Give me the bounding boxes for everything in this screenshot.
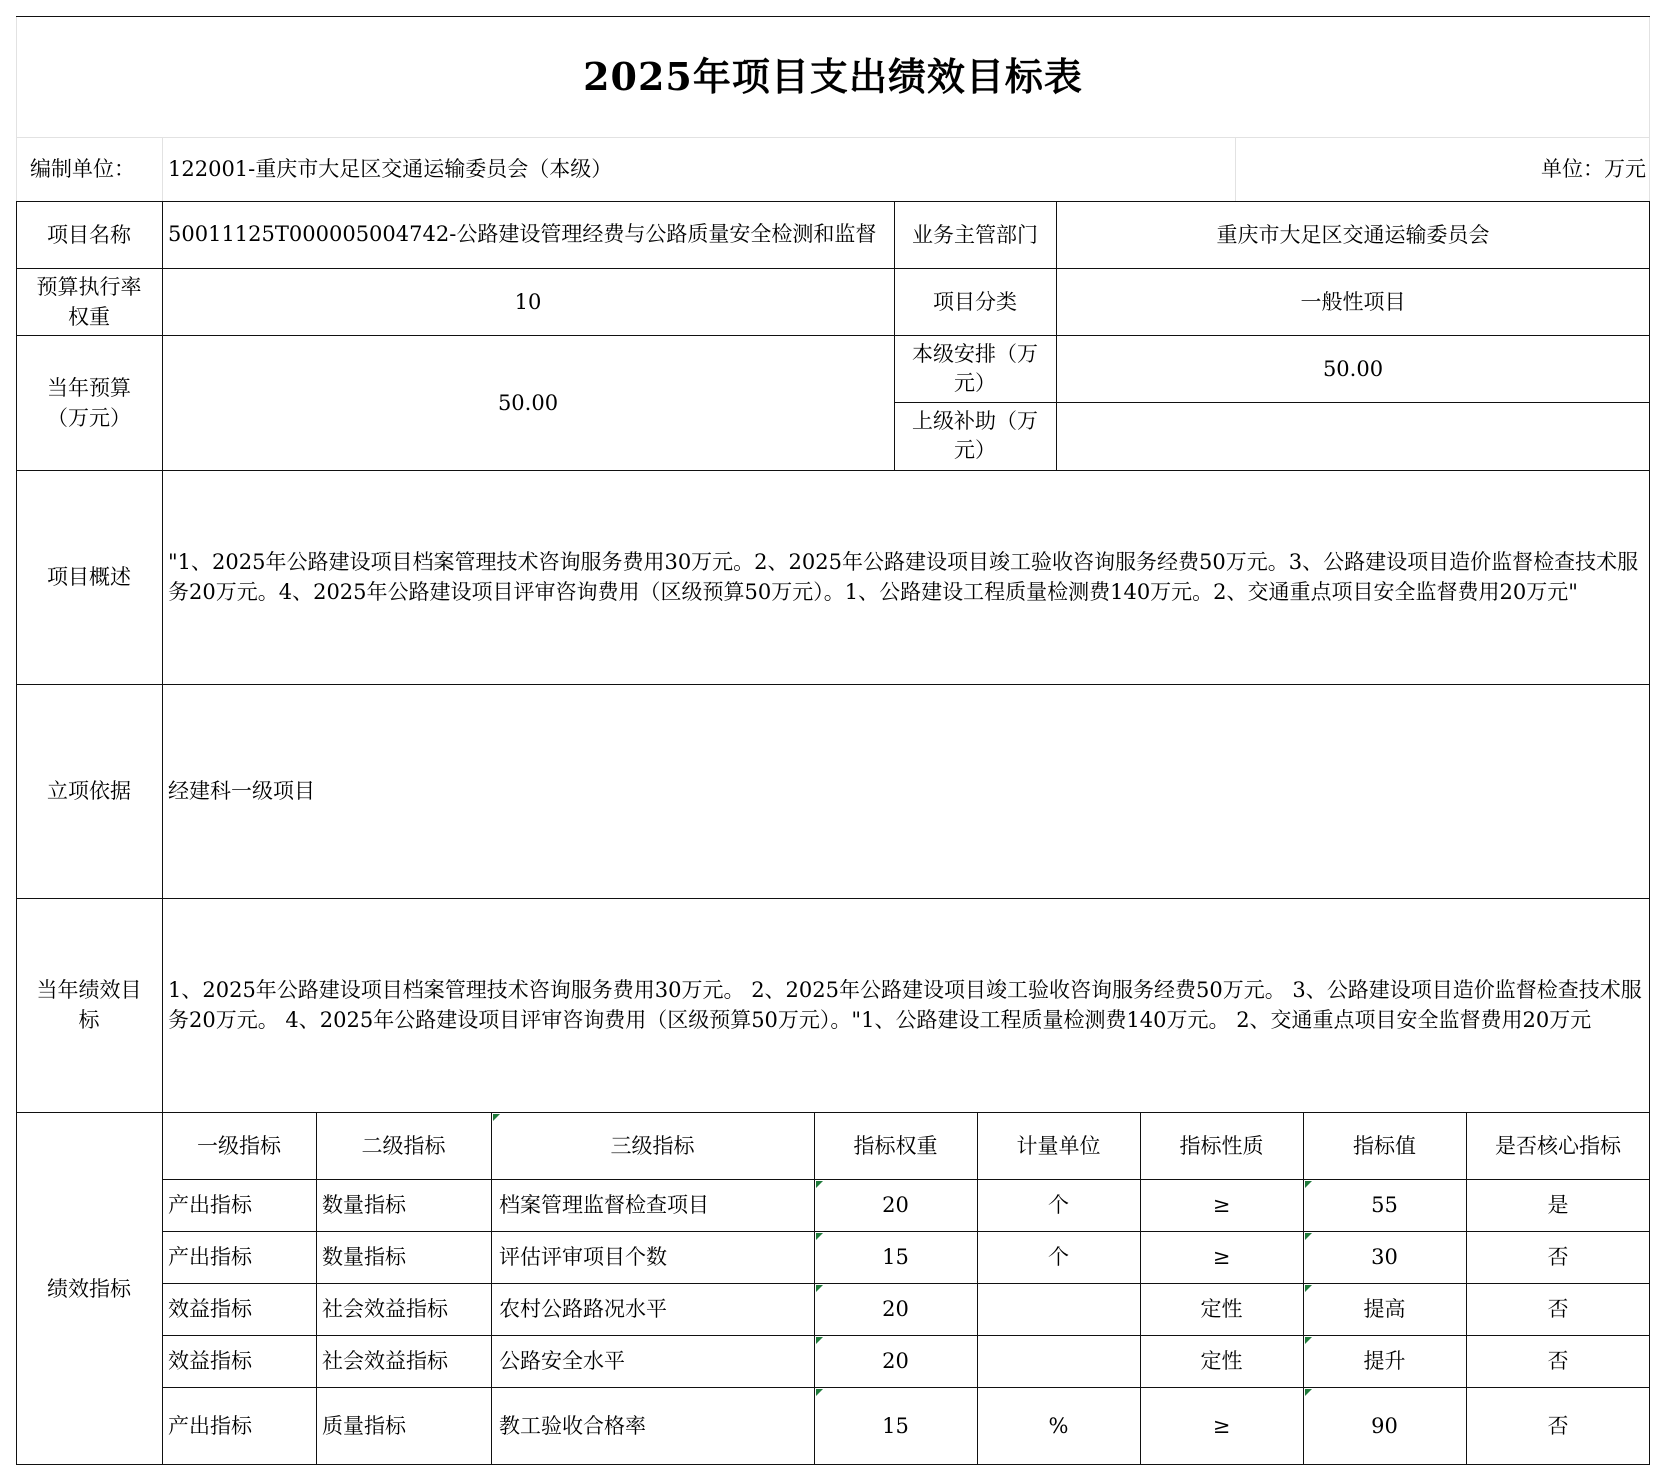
indicator-cell-weight: 20 xyxy=(882,1297,909,1321)
indicator-cell-value: 提高 xyxy=(1363,1297,1406,1321)
category-label: 项目分类 xyxy=(933,289,1017,314)
column-header-level2: 二级指标 xyxy=(361,1133,446,1158)
border-line xyxy=(316,1112,317,1465)
indicator-cell-value: 30 xyxy=(1371,1245,1398,1269)
indicator-cell-core: 否 xyxy=(1547,1297,1569,1321)
subsidy-label: 上级补助（万元） xyxy=(912,409,1038,462)
weight-value: 10 xyxy=(514,289,542,314)
indicator-cell-nature: 定性 xyxy=(1200,1349,1243,1373)
indicator-cell-unit xyxy=(977,1335,1140,1387)
unit-value: 122001-重庆市大足区交通运输委员会（本级） xyxy=(168,157,613,181)
column-header-weight: 指标权重 xyxy=(853,1133,938,1158)
column-header-unit: 计量单位 xyxy=(1016,1133,1101,1158)
cell-marker-icon xyxy=(816,1389,823,1396)
border-line xyxy=(1303,1112,1304,1465)
cell-marker-icon xyxy=(1305,1285,1312,1292)
border-line xyxy=(1649,201,1650,1465)
project-name-label: 项目名称 xyxy=(47,222,131,247)
goal-label: 当年绩效目标 xyxy=(36,978,142,1032)
indicator-cell-level3: 档案管理监督检查项目 xyxy=(499,1193,709,1217)
indicator-cell-nature: ≥ xyxy=(1212,1245,1231,1269)
indicator-cell-level2: 数量指标 xyxy=(322,1245,406,1269)
cell-marker-icon xyxy=(816,1233,823,1240)
border-line xyxy=(814,1112,815,1465)
column-header-nature: 指标性质 xyxy=(1179,1133,1264,1158)
border-line xyxy=(16,470,1650,471)
border-line xyxy=(16,1464,1650,1465)
indicator-cell-level1: 效益指标 xyxy=(168,1297,252,1321)
budget-label: 当年预算（万元） xyxy=(47,375,131,430)
border-line xyxy=(491,1112,492,1465)
border-line xyxy=(16,201,1650,202)
border-line xyxy=(977,1112,978,1465)
indicator-cell-value: 55 xyxy=(1371,1193,1398,1217)
indicator-cell-level1: 效益指标 xyxy=(168,1349,252,1373)
indicator-cell-nature: ≥ xyxy=(1212,1413,1231,1438)
cell-marker-icon xyxy=(1305,1389,1312,1396)
border-line xyxy=(16,201,17,1465)
indicator-cell-level3: 农村公路路况水平 xyxy=(499,1297,667,1321)
weight-label: 预算执行率权重 xyxy=(36,274,142,329)
indicator-cell-level1: 产出指标 xyxy=(168,1245,252,1269)
indicator-cell-level3: 教工验收合格率 xyxy=(499,1413,646,1438)
indicator-cell-weight: 15 xyxy=(882,1413,909,1438)
column-header-core: 是否核心指标 xyxy=(1495,1133,1621,1158)
border-line xyxy=(1056,201,1057,470)
border-line xyxy=(16,1112,1650,1113)
cell-marker-icon xyxy=(816,1285,823,1292)
border-line xyxy=(894,201,895,470)
border-line xyxy=(16,335,1650,336)
indicator-cell-level3: 评估评审项目个数 xyxy=(499,1245,667,1269)
indicator-cell-core: 是 xyxy=(1547,1193,1569,1217)
cell-marker-icon xyxy=(1305,1337,1312,1344)
column-header-level1: 一级指标 xyxy=(197,1133,281,1158)
indicator-cell-unit: 个 xyxy=(1048,1193,1069,1217)
indicator-cell-level3: 公路安全水平 xyxy=(499,1349,625,1373)
project-name-value: 50011125T000005004742-公路建设管理经费与公路质量安全检测和监督 xyxy=(168,222,877,246)
budget-value: 50.00 xyxy=(497,390,559,415)
indicator-cell-level2: 社会效益指标 xyxy=(322,1297,448,1321)
page-title: 2025年项目支出绩效目标表 xyxy=(583,53,1083,99)
indicator-cell-core: 否 xyxy=(1547,1349,1569,1373)
local-allocation-label: 本级安排（万元） xyxy=(912,341,1038,395)
border-line xyxy=(162,201,163,1465)
dept-value: 重庆市大足区交通运输委员会 xyxy=(1216,222,1490,247)
overview-text: "1、2025年公路建设项目档案管理技术咨询服务费用30万元。2、2025年公路建设项目竣工验收咨询服务经费50万元。3、公路建设项目造价监督检查技术服务20万元。4、2025年公路建设项目评审咨询费用（区级预算50万元）。1、公路建设工程质量检测费140万元。2、交通重点项目安全监督费用20万元" xyxy=(168,550,1639,604)
border-line xyxy=(16,684,1650,685)
indicator-cell-level2: 社会效益指标 xyxy=(322,1349,448,1373)
cell-marker-icon xyxy=(816,1337,823,1344)
indicator-cell-nature: 定性 xyxy=(1200,1297,1243,1321)
dept-label: 业务主管部门 xyxy=(912,222,1038,247)
performance-target-sheet xyxy=(16,16,1650,1465)
cell-marker-icon xyxy=(493,1114,500,1121)
border-line xyxy=(16,268,1650,269)
column-header-value: 指标值 xyxy=(1353,1133,1416,1158)
indicator-cell-weight: 20 xyxy=(882,1349,909,1373)
indicator-cell-weight: 15 xyxy=(882,1245,909,1269)
indicator-cell-unit: 个 xyxy=(1048,1245,1069,1269)
indicators-label: 绩效指标 xyxy=(47,1276,131,1301)
border-line xyxy=(16,16,1650,17)
indicator-cell-level1: 产出指标 xyxy=(168,1193,252,1217)
column-header-level3: 三级指标 xyxy=(610,1133,695,1158)
indicator-cell-unit xyxy=(977,1283,1140,1335)
border-line xyxy=(1140,1112,1141,1465)
border-line xyxy=(162,1179,1650,1180)
indicator-cell-core: 否 xyxy=(1547,1413,1569,1438)
local-allocation-value: 50.00 xyxy=(1322,356,1384,381)
subsidy-value xyxy=(1056,402,1650,470)
indicator-cell-level2: 数量指标 xyxy=(322,1193,406,1217)
basis-label: 立项依据 xyxy=(47,779,131,803)
unit-label: 编制单位： xyxy=(30,157,135,181)
border-line xyxy=(162,1283,1650,1284)
indicator-cell-nature: ≥ xyxy=(1212,1193,1231,1217)
indicator-cell-level2: 质量指标 xyxy=(322,1413,406,1438)
currency-unit: 单位：万元 xyxy=(1541,157,1646,181)
border-line xyxy=(162,1387,1650,1388)
indicator-cell-core: 否 xyxy=(1547,1245,1569,1269)
border-line xyxy=(162,1231,1650,1232)
cell-marker-icon xyxy=(816,1181,823,1188)
category-value: 一般性项目 xyxy=(1300,289,1406,314)
indicator-cell-value: 90 xyxy=(1371,1413,1398,1438)
overview-label: 项目概述 xyxy=(47,565,131,589)
border-line xyxy=(1466,1112,1467,1465)
basis-text: 经建科一级项目 xyxy=(168,779,315,803)
border-line xyxy=(16,898,1650,899)
indicator-cell-unit: % xyxy=(1048,1413,1069,1438)
indicator-cell-level1: 产出指标 xyxy=(168,1413,252,1438)
border-line xyxy=(162,1335,1650,1336)
cell-marker-icon xyxy=(1305,1233,1312,1240)
indicator-cell-weight: 20 xyxy=(882,1193,909,1217)
border-line xyxy=(894,402,1650,403)
goal-text: 1、2025年公路建设项目档案管理技术咨询服务费用30万元。 2、2025年公路建设项目竣工验收咨询服务经费50万元。 3、公路建设项目造价监督检查技术服务20万元。 4、2025年公路建设项目评审咨询费用（区级预算50万元）。"1、公路建设工程质量检测费140万元。 2、交通重点项目安全监督费用20万元 xyxy=(168,978,1642,1032)
cell-marker-icon xyxy=(1305,1181,1312,1188)
indicator-cell-value: 提升 xyxy=(1363,1349,1406,1373)
